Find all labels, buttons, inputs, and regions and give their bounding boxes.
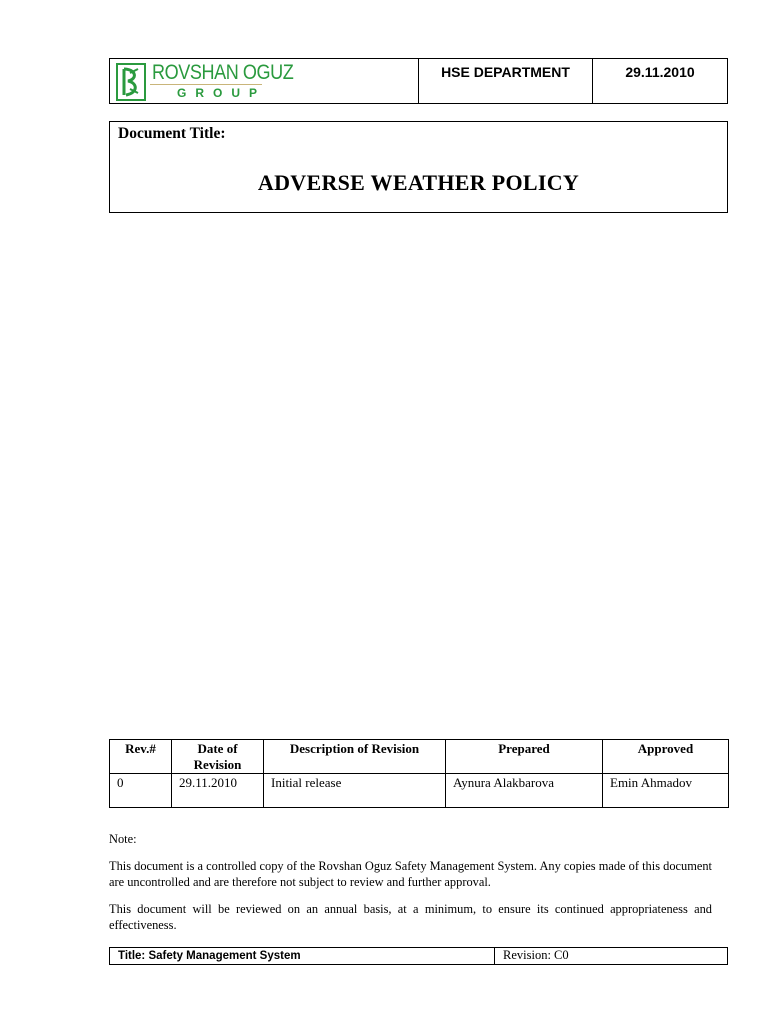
- document-header: [109, 58, 728, 104]
- note-paragraph-review: This document will be reviewed on an annual basis, at a minimum, to ensure its continued appropriateness and effectiveness.: [109, 902, 712, 932]
- table-header-row: [110, 740, 729, 774]
- note-paragraph-controlled-copy: This document is a controlled copy of the Rovshan Oguz Safety Management System. Any copies made of this document are uncontrolled and are therefore not subject to review and further approval.: [109, 859, 712, 889]
- column-header-description: Description of Revision: [264, 740, 446, 774]
- cell-date: 29.11.2010: [172, 774, 264, 808]
- department-cell: [419, 59, 593, 103]
- logo-group-text: GROUP: [177, 86, 267, 100]
- document-footer: [109, 947, 728, 965]
- logo-divider: [150, 84, 262, 85]
- company-logo: [110, 59, 419, 103]
- column-header-rev: Rev.#: [110, 740, 172, 774]
- document-title: ADVERSE WEATHER POLICY: [257, 170, 580, 195]
- table-row: [110, 774, 729, 808]
- footer-title: Title: Safety Management System: [110, 948, 495, 964]
- cell-description: Initial release: [264, 774, 446, 808]
- logo-company-name: ROVSHAN OGUZ: [152, 61, 294, 84]
- cell-rev: 0: [110, 774, 172, 808]
- column-header-approved: Approved: [603, 740, 729, 774]
- document-date: 29.11.2010: [625, 64, 695, 80]
- revision-table: [109, 739, 729, 808]
- company-logo-icon: [116, 63, 146, 101]
- note-label: Note:: [109, 832, 137, 846]
- cell-approved: Emin Ahmadov: [603, 774, 729, 808]
- document-title-label: Document Title:: [118, 125, 226, 142]
- column-header-date: Date of Revision: [172, 740, 264, 774]
- date-cell: [593, 59, 727, 103]
- cell-prepared: Aynura Alakbarova: [446, 774, 603, 808]
- title-block: [109, 121, 728, 213]
- footer-revision: Revision: C0: [503, 948, 569, 962]
- department-name: HSE DEPARTMENT: [441, 64, 570, 80]
- column-header-prepared: Prepared: [446, 740, 603, 774]
